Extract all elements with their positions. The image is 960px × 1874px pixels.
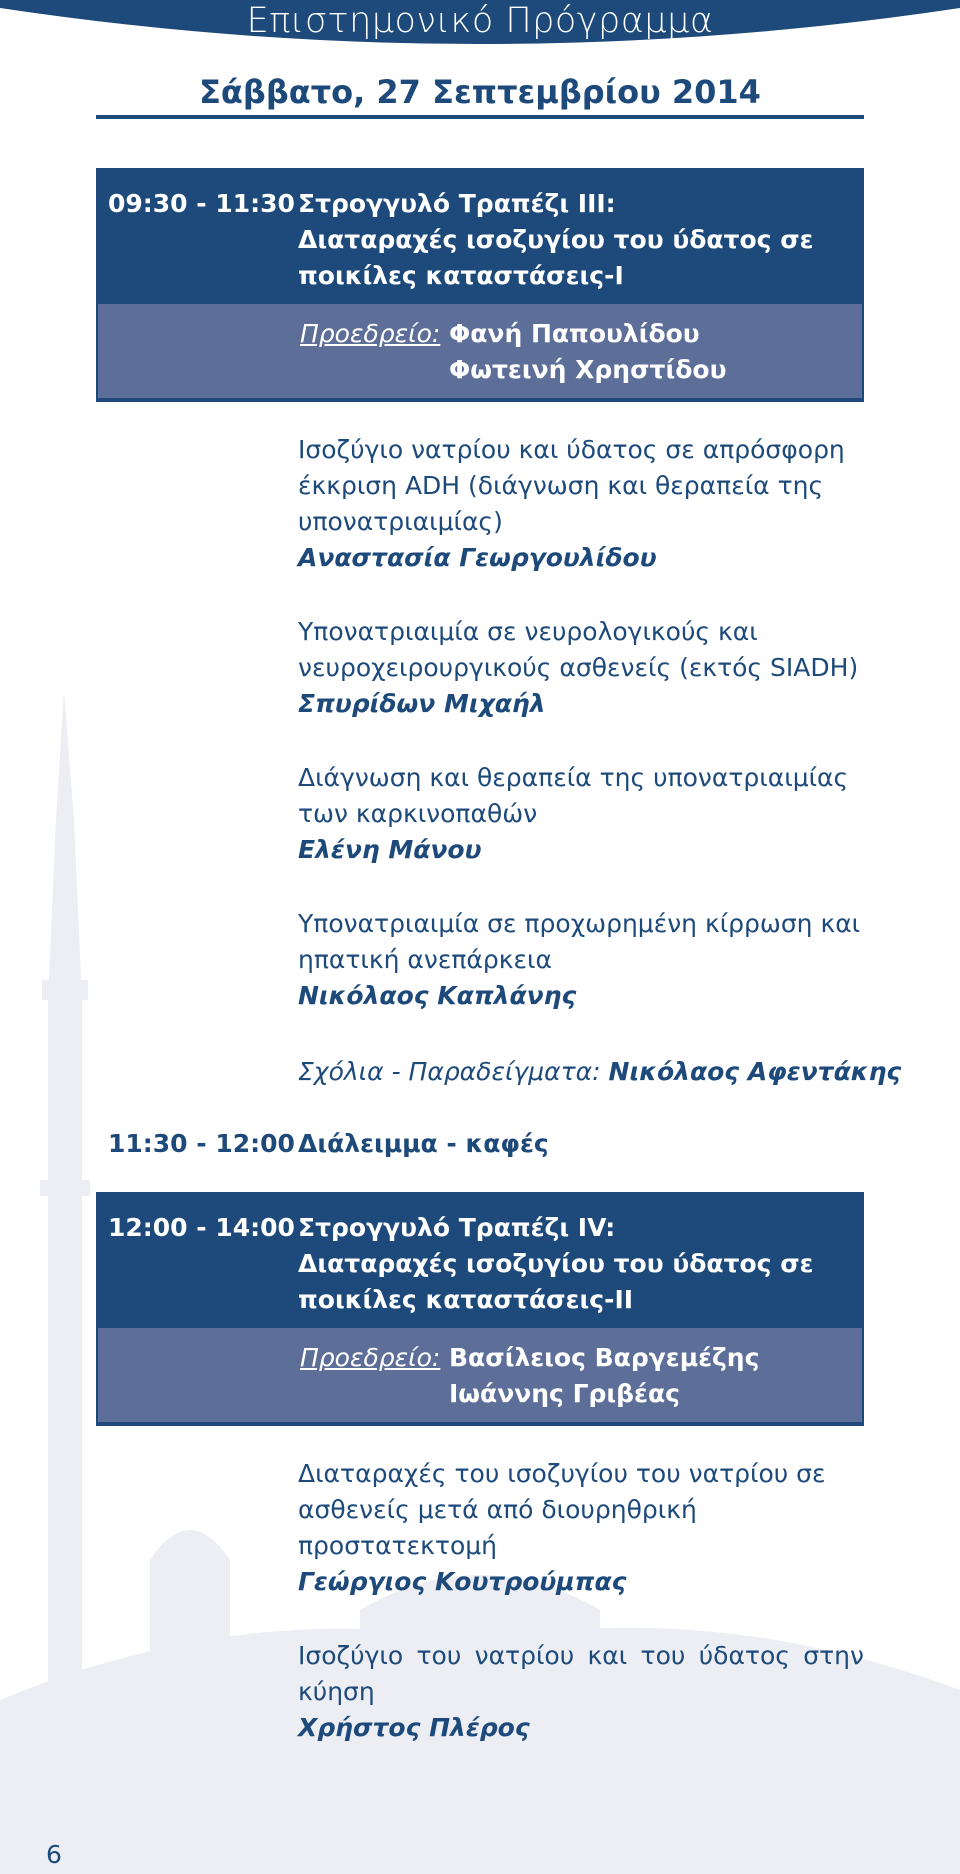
talk-title-line: ηπατική ανεπάρκεια	[298, 945, 552, 974]
talk-title-word: ύδατος	[698, 1641, 790, 1670]
session-time: 12:00 - 14:00	[108, 1213, 295, 1242]
session-title	[298, 1210, 858, 1318]
talk-title-word: και	[587, 1641, 628, 1670]
talk-title-line: προστατεκτομή	[298, 1531, 497, 1560]
session-title-line: Στρογγυλό Τραπέζι IV:	[298, 1213, 616, 1242]
talk-title	[298, 432, 868, 540]
talk-item	[298, 760, 868, 868]
talk-speaker: Σπυρίδων Μιχαήλ	[298, 689, 546, 718]
talk-title-line: νευροχειρουργικούς ασθενείς (εκτός SIADH)	[298, 653, 859, 682]
session-title-line: ποικίλες καταστάσεις-Ι	[298, 261, 624, 290]
chair-names	[449, 1340, 759, 1412]
talk-item	[298, 1638, 868, 1746]
header-title: Επιστημονικό Πρόγραμμα	[246, 1, 714, 41]
talk-title-line: Διάγνωση και θεραπεία της υπονατριαιμίας	[298, 763, 849, 792]
session-title-line: Διαταραχές ισοζυγίου του ύδατος σε	[298, 1249, 814, 1278]
talk-item	[298, 614, 868, 722]
chair-name: Φανή Παπουλίδου	[449, 319, 700, 348]
talk-title	[298, 1638, 868, 1710]
session-title-line: ποικίλες καταστάσεις-ΙΙ	[298, 1285, 634, 1314]
chair-label: Προεδρείο:	[300, 319, 441, 348]
chair-band	[98, 1328, 862, 1422]
talk-item	[298, 906, 868, 1014]
talk-speaker: Χρήστος Πλέρος	[298, 1713, 530, 1742]
chair-name: Ιωάννης Γριβέας	[449, 1379, 680, 1408]
talk-title-line: ασθενείς μετά από διουρηθρική	[298, 1495, 697, 1524]
talk-title-line: υπονατριαιμίας)	[298, 507, 503, 536]
talk-title	[298, 760, 868, 832]
session-header	[96, 168, 864, 304]
session-title-line: Διαταραχές ισοζυγίου του ύδατος σε	[298, 225, 814, 254]
page-number: 6	[46, 1840, 62, 1869]
talk-title-word: Ισοζύγιο	[298, 1641, 404, 1670]
day-title-rule	[96, 115, 864, 119]
talk-speaker: Γεώργιος Κουτρούμπας	[298, 1567, 627, 1596]
session-time: 09:30 - 11:30	[108, 189, 295, 218]
talk-item	[298, 1456, 868, 1600]
break-label: Διάλειμμα - καφές	[298, 1129, 549, 1158]
talk-speaker: Ελένη Μάνου	[298, 835, 482, 864]
session-title-line: Στρογγυλό Τραπέζι ΙΙΙ:	[298, 189, 616, 218]
talk-title-word: νατρίου	[474, 1641, 575, 1670]
talk-title	[298, 1456, 868, 1564]
talk-title-word: στην	[803, 1641, 864, 1670]
chair-label: Προεδρείο:	[300, 1343, 441, 1372]
talk-speaker: Νικόλαος Καπλάνης	[298, 981, 577, 1010]
session-header	[96, 1192, 864, 1328]
chair-band	[98, 304, 862, 398]
break-time: 11:30 - 12:00	[108, 1129, 295, 1158]
discussion-label: Σχόλια - Παραδείγματα:	[298, 1057, 601, 1086]
talk-title-line: Υπονατριαιμία σε προχωρημένη κίρρωση και	[298, 909, 861, 938]
talk-title	[298, 614, 868, 686]
talk-title	[298, 906, 868, 978]
chair-names	[449, 316, 727, 388]
talk-title-line	[298, 1638, 864, 1674]
talk-title-word: του	[640, 1641, 686, 1670]
chair-name: Βασίλειος Βαργεμέζης	[449, 1343, 760, 1372]
session-box-round-table-3	[96, 168, 864, 402]
talk-title-line: των καρκινοπαθών	[298, 799, 538, 828]
talk-title-line: Υπονατριαιμία σε νευρολογικούς και	[298, 617, 758, 646]
talk-title-line: έκκριση ADH (διάγνωση και θεραπεία της	[298, 471, 824, 500]
talk-speaker: Αναστασία Γεωργουλίδου	[298, 543, 657, 572]
talk-title-line: κύηση	[298, 1677, 375, 1706]
session-title	[298, 186, 858, 294]
talk-item	[298, 432, 868, 576]
talk-title-line: Ισοζύγιο νατρίου και ύδατος σε απρόσφορη	[298, 435, 845, 464]
discussion-name: Νικόλαος Αφεντάκης	[608, 1057, 902, 1086]
day-title: Σάββατο, 27 Σεπτεμβρίου 2014	[199, 73, 761, 111]
discussion-line	[298, 1054, 901, 1090]
session-box-round-table-4	[96, 1192, 864, 1426]
chair-name: Φωτεινή Χρηστίδου	[449, 355, 727, 384]
talk-title-word: του	[416, 1641, 462, 1670]
talk-title-line: Διαταραχές του ισοζυγίου του νατρίου σε	[298, 1459, 826, 1488]
